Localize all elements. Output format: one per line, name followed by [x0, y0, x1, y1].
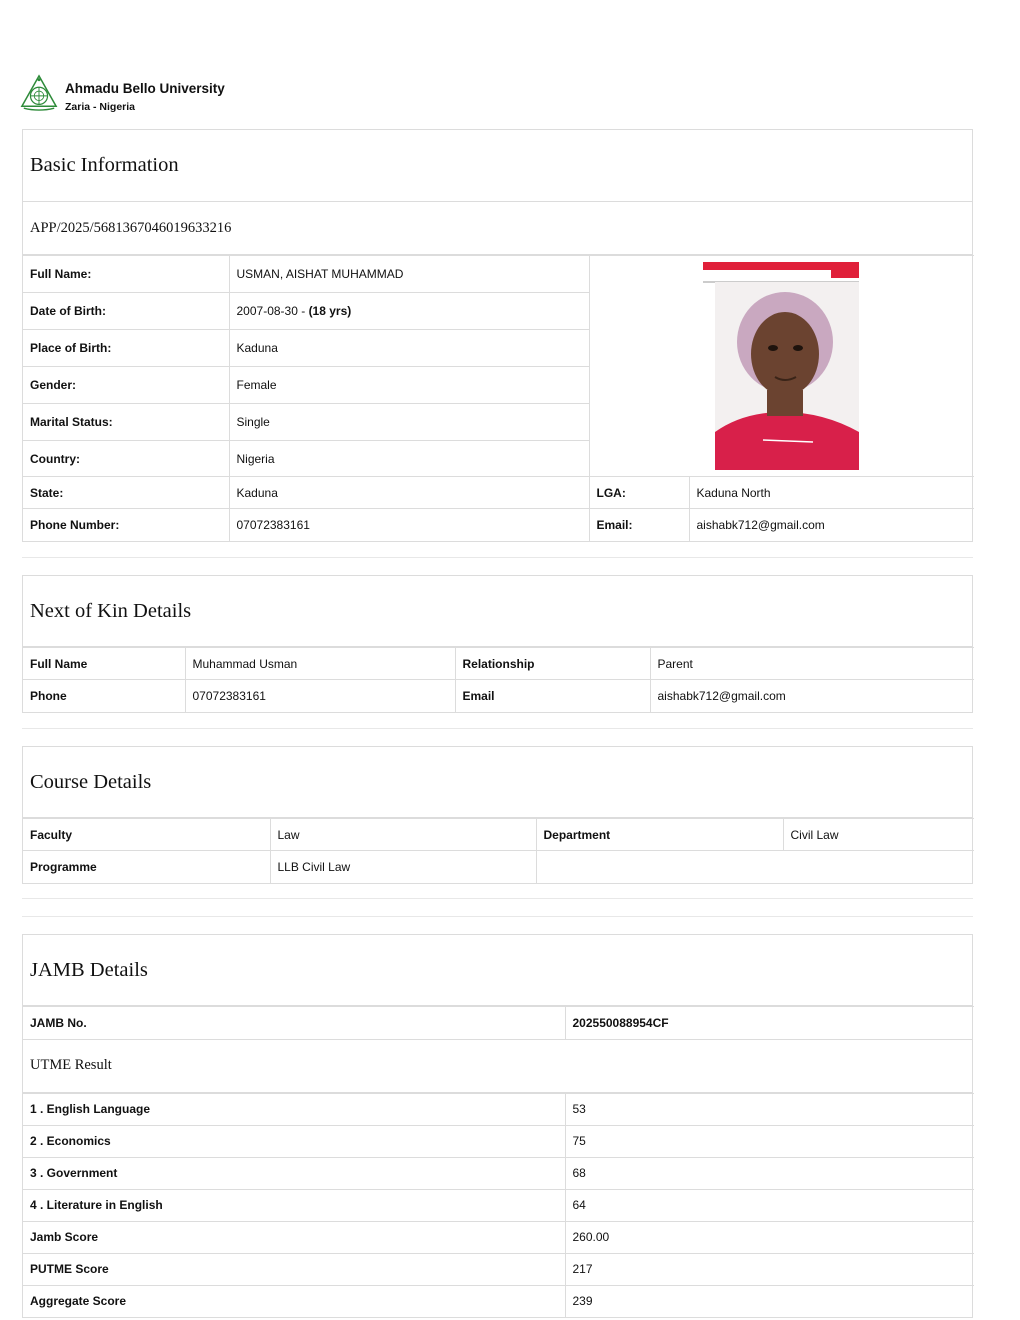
table-row — [23, 1157, 974, 1189]
programme-label: Programme — [23, 851, 270, 883]
table-row — [23, 1093, 974, 1125]
kin-name-value: Muhammad Usman — [185, 648, 455, 680]
university-name: Ahmadu Bello University — [65, 81, 225, 96]
basic-information-card — [22, 129, 973, 542]
kin-name-label: Full Name — [23, 648, 185, 680]
next-of-kin-card — [22, 575, 973, 713]
subject-score: 68 — [565, 1157, 974, 1189]
jamb-details-card — [22, 934, 973, 1318]
dob-separator: - — [297, 304, 309, 318]
jamb-no-value: 202550088954CF — [565, 1007, 974, 1039]
subject-score: 75 — [565, 1125, 974, 1157]
putme-score-value: 217 — [565, 1253, 974, 1285]
marital-status-label: Marital Status: — [23, 404, 229, 441]
phone-label: Phone Number: — [23, 509, 229, 541]
state-value: Kaduna — [229, 477, 589, 509]
kin-relationship-label: Relationship — [455, 648, 650, 680]
aggregate-score-value: 239 — [565, 1285, 974, 1317]
table-row — [23, 1125, 974, 1157]
country-value: Nigeria — [229, 441, 589, 477]
putme-score-label: PUTME Score — [23, 1253, 565, 1285]
section-divider — [22, 728, 973, 729]
course-details-title: Course Details — [23, 747, 972, 818]
utme-result-table — [23, 1093, 974, 1318]
jamb-score-label: Jamb Score — [23, 1221, 565, 1253]
jamb-score-value: 260.00 — [565, 1221, 974, 1253]
empty-cell — [536, 851, 974, 883]
section-divider — [22, 557, 973, 558]
aggregate-score-label: Aggregate Score — [23, 1285, 565, 1317]
age-value: (18 yrs) — [308, 304, 352, 318]
department-value: Civil Law — [783, 819, 974, 851]
abu-crest-icon — [20, 74, 58, 112]
dob-value — [229, 293, 589, 330]
basic-information-table — [23, 255, 974, 541]
next-of-kin-title: Next of Kin Details — [23, 576, 972, 647]
faculty-value: Law — [270, 819, 536, 851]
dob-label: Date of Birth: — [23, 293, 229, 330]
department-label: Department — [536, 819, 783, 851]
university-header — [20, 74, 225, 114]
gender-label: Gender: — [23, 367, 229, 404]
jamb-details-title: JAMB Details — [23, 935, 972, 1006]
kin-phone-label: Phone — [23, 680, 185, 712]
utme-result-title: UTME Result — [23, 1039, 972, 1093]
phone-value: 07072383161 — [229, 509, 589, 541]
subject-score: 53 — [565, 1093, 974, 1125]
lga-value: Kaduna North — [689, 477, 974, 509]
faculty-label: Faculty — [23, 819, 270, 851]
basic-information-title: Basic Information — [23, 130, 972, 202]
kin-relationship-value: Parent — [650, 648, 974, 680]
table-row — [23, 1189, 974, 1221]
kin-email-value: aishabk712@gmail.com — [650, 680, 974, 712]
email-label: Email: — [589, 509, 689, 541]
kin-phone-value: 07072383161 — [185, 680, 455, 712]
marital-status-value: Single — [229, 404, 589, 441]
country-label: Country: — [23, 441, 229, 477]
subject-label: 1 . English Language — [23, 1093, 565, 1125]
application-number: APP/2025/5681367046019633216 — [23, 202, 972, 255]
section-divider — [22, 916, 973, 917]
subject-score: 64 — [565, 1189, 974, 1221]
gender-value: Female — [229, 367, 589, 404]
subject-label: 3 . Government — [23, 1157, 565, 1189]
full-name-value: USMAN, AISHAT MUHAMMAD — [229, 256, 589, 293]
email-value: aishabk712@gmail.com — [689, 509, 974, 541]
course-details-table — [23, 818, 974, 883]
subject-label: 4 . Literature in English — [23, 1189, 565, 1221]
pob-label: Place of Birth: — [23, 330, 229, 367]
dob-date: 2007-08-30 — [236, 304, 298, 318]
university-location: Zaria - Nigeria — [65, 101, 136, 113]
jamb-no-label: JAMB No. — [23, 1007, 565, 1039]
kin-email-label: Email — [455, 680, 650, 712]
next-of-kin-table — [23, 647, 974, 712]
jamb-number-table — [23, 1006, 974, 1039]
course-details-card — [22, 746, 973, 884]
lga-label: LGA: — [589, 477, 689, 509]
subject-label: 2 . Economics — [23, 1125, 565, 1157]
state-label: State: — [23, 477, 229, 509]
pob-value: Kaduna — [229, 330, 589, 367]
full-name-label: Full Name: — [23, 256, 229, 293]
section-divider — [22, 898, 973, 899]
photo-cell — [589, 256, 974, 477]
applicant-photo — [703, 262, 861, 470]
programme-value: LLB Civil Law — [270, 851, 536, 883]
